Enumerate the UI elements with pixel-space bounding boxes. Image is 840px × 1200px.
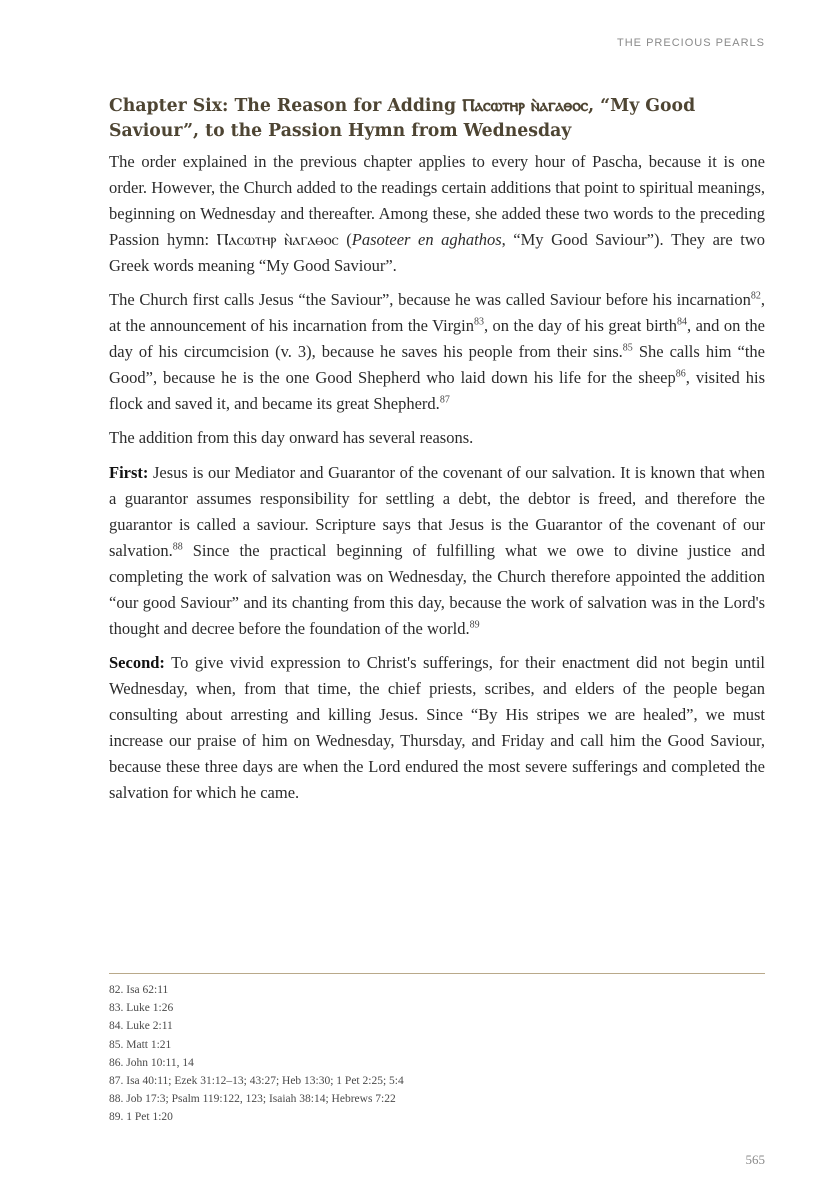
footnote-ref-87[interactable]: 87 bbox=[439, 394, 450, 406]
lead-second: Second: bbox=[109, 653, 165, 672]
lead-first: First: bbox=[109, 463, 149, 482]
footnote-ref-89[interactable]: 89 bbox=[469, 619, 480, 631]
paragraph-saviour bbox=[109, 287, 765, 417]
text: , and on the day of his circumcision (v. 3), because he saves his people from their sins. bbox=[109, 316, 766, 361]
text: , “My Good Saviour”). They are two Greek words meaning “My Good Saviour”. bbox=[109, 230, 765, 275]
paragraph-first bbox=[109, 460, 765, 642]
chapter-heading: Chapter Six: The Reason for Adding Ⲡⲁⲥⲱⲧⲏⲣ ⲛ̀ⲁⲅⲁⲑⲟⲥ, “My Good Saviour”, to the Passion Hymn from Wednesday bbox=[109, 96, 696, 141]
text: Jesus is our Mediator and Guarantor of the covenant of our salvation. It is known that when a guarantor assumes responsibility for settling a debt, the debtor is freed, and therefore the guarantor is called a saviour. Scripture says that Jesus is the Guarantor of the covenant of our salvation. bbox=[109, 463, 765, 560]
footnote-82: 82. Isa 62:11 bbox=[109, 984, 169, 996]
footnote-ref-83[interactable]: 83 bbox=[473, 316, 484, 328]
footnote-85: 85. Matt 1:21 bbox=[109, 1038, 172, 1051]
page-number: 565 bbox=[745, 1152, 765, 1167]
text: To give vivid expression to Christ's sufferings, for their enactment did not begin until Wednesday, when, from that time, the chief priests, scribes, and elders of the people began consulting about arresting and killing Jesus. Since “By His stripes we are healed”, we must increase our praise of him on Wednesday, Thursday, and Friday and call him the Good Saviour, because these three days are when the Lord endured the most severe sufferings and completed the salvation for which he came. bbox=[109, 653, 765, 802]
text: She calls him “the Good”, because he is the one Good Shepherd who laid down his life for the sheep bbox=[109, 342, 765, 387]
text: Since the practical beginning of fulfilling what we owe to divine justice and completing the work of salvation was on Wednesday, the Church therefore appointed the addition “our good Saviour” and its chanting from this day, because the work of salvation was in the Lord's thought and decree before the foundation of the world. bbox=[109, 541, 765, 638]
text: , visited his flock and saved it, and became its great Shepherd. bbox=[109, 368, 765, 413]
paragraph-second bbox=[109, 650, 765, 806]
footnote-83: 83. Luke 1:26 bbox=[109, 1002, 174, 1015]
footnote-ref-84[interactable]: 84 bbox=[677, 316, 687, 328]
paragraph-intro bbox=[109, 149, 765, 279]
text: The Church first calls Jesus “the Saviour”, because he was called Saviour before his incarnation bbox=[109, 290, 751, 309]
text: The order explained in the previous chapter applies to every hour of Pascha, because it is one order. However, the Church added to the readings certain additions that point to spiritual meanings, beginning on Wednesday and thereafter. Among these, she added these two words to the preceding Passion hymn: Ⲡⲁⲥⲱⲧⲏⲣ ⲛ̀ⲁⲅⲁⲑⲟⲥ ( bbox=[109, 152, 765, 249]
footnote-ref-88[interactable]: 88 bbox=[172, 541, 183, 553]
transliteration: Pasoteer en aghathos bbox=[351, 230, 502, 249]
footnote-88: 88. Job 17:3; Psalm 119:122, 123; Isaiah 38:14; Hebrews 7:22 bbox=[109, 1093, 396, 1106]
footnote-87: 87. Isa 40:11; Ezek 31:12–13; 43:27; Heb 13:30; 1 Pet 2:25; 5:4 bbox=[109, 1075, 404, 1088]
footnote-89: 89. 1 Pet 1:20 bbox=[109, 1111, 173, 1124]
footnote-ref-86[interactable]: 86 bbox=[675, 368, 686, 380]
footnote-ref-82[interactable]: 82 bbox=[750, 290, 761, 302]
main-content bbox=[109, 94, 765, 814]
running-head: THE PRECIOUS PEARLS bbox=[617, 37, 765, 49]
footnote-divider bbox=[109, 973, 765, 974]
text: , at the announcement of his incarnation from the Virgin bbox=[109, 290, 765, 335]
footnote-84: 84. Luke 2:11 bbox=[109, 1020, 173, 1033]
text: , on the day of his great birth bbox=[483, 316, 677, 335]
footnotes bbox=[109, 981, 765, 1127]
footnote-86: 86. John 10:11, 14 bbox=[109, 1056, 194, 1069]
footnote-ref-85[interactable]: 85 bbox=[622, 342, 633, 354]
paragraph-reasons: The addition from this day onward has several reasons. bbox=[109, 428, 474, 447]
